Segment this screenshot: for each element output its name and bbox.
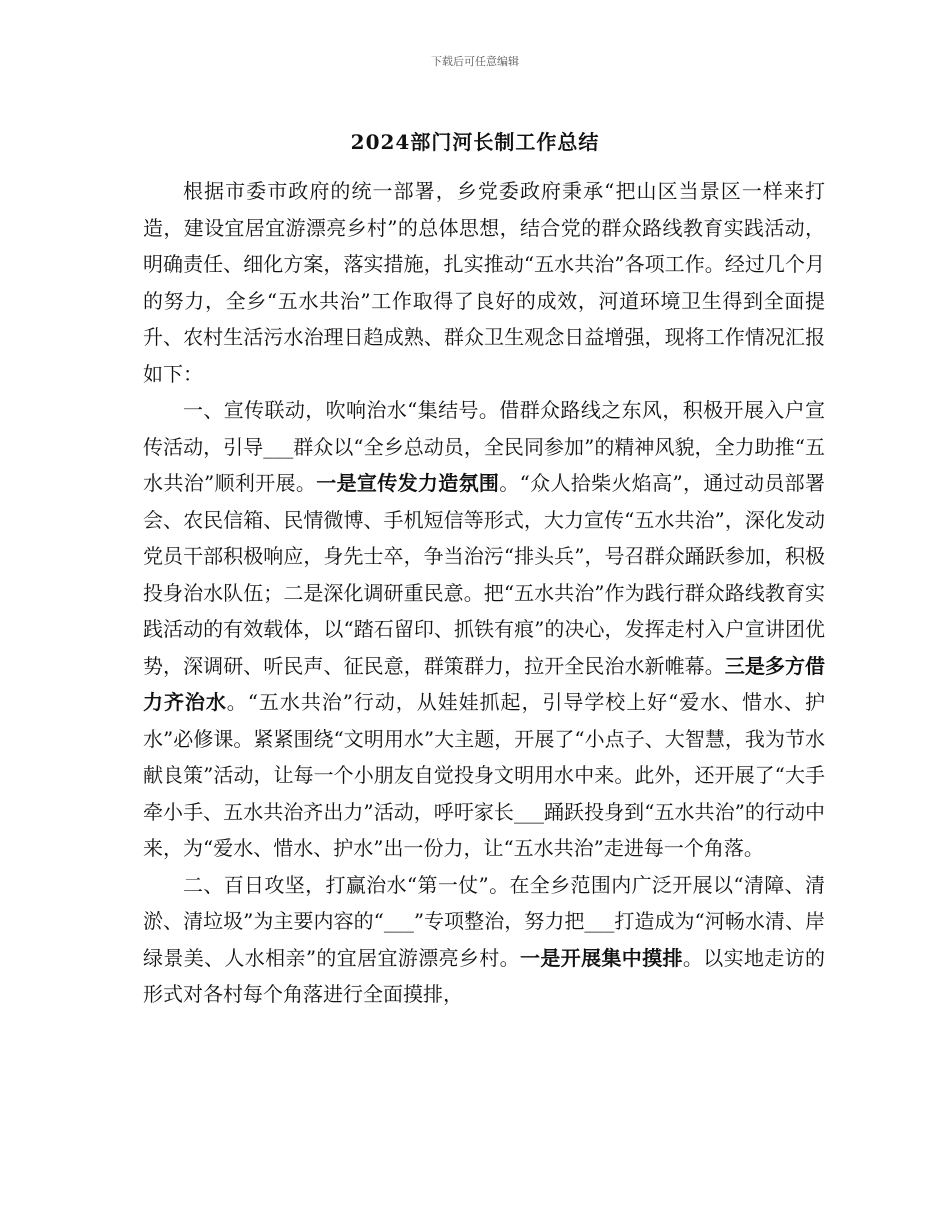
bold-heading: 一是宣传发力造氛围 [316, 471, 500, 495]
bold-heading: 一是开展集中摸排 [520, 945, 683, 970]
paragraph-text: 一、宣传联动，吹响治水“集结号。借群众路线之东风，积极开展入户宣传活动，引导___群众以“全乡总动员，全民同参加”的精神风貌，全力助推“五水共治”顺利开展。 [143, 398, 825, 495]
bold-heading: 三是多方借力齐治水 [143, 653, 826, 714]
header-note: 下载后可任意编辑 [431, 55, 519, 68]
paragraph-text: 。“众人拾柴火焰高”，通过动员部署会、农民信箱、民情微博、手机短信等形式，大力宣传“五水共治”，深化发动党员干部积极响应，身先士卒，争当治污“排头兵”，号召群众踊跃参加，积极投身治水队伍；二是深化调研重民意。把“五水共治”作为践行群众路线教育实践活动的有效载体，以“踏石留印、抓铁有痕”的决心，发挥走村入户宣讲团优势，深调研、听民声、征民意，群策群力，拉开全民治水新帷幕。 [143, 471, 826, 678]
paragraph-text: 。以实地走访的形式对各村每个角落进行全面摸排， [143, 945, 825, 1006]
paragraph-text: 根据市委市政府的统一部署，乡党委政府秉承“把山区当景区一样来打造，建设宜居宜游漂亮乡村”的总体思想，结合党的群众路线教育实践活动，明确责任、细化方案，落实措施，扎实推动“五水共治”各项工作。经过几个月的努力，全乡“五水共治”工作取得了良好的成效，河道环境卫生得到全面提升、农村生活污水治理日趋成熟、群众卫生观念日益增强，现将工作情况汇报如下： [143, 179, 825, 386]
paragraph-text: 二、百日攻坚，打赢治水“第一仗”。在全乡范围内广泛开展以“清障、清淤、清垃圾”为主要内容的“___”专项整治，努力把___打造成为“河畅水清、岸绿景美、人水相亲”的宜居宜游漂亮乡村。 [143, 872, 825, 970]
document-title: 2024部门河长制工作总结 [350, 130, 600, 154]
paragraph-intro [143, 173, 825, 392]
paragraph-section-one [143, 392, 825, 867]
document-body [143, 173, 825, 1013]
paragraph-text: 。“五水共治”行动，从娃娃抓起，引导学校上好“爱水、惜水、护水”必修课。紧紧围绕“文明用水”大主题，开展了“小点子、大智慧，我为节水献良策”活动，让每一个小朋友自觉投身文明用水中来。此外，还开展了“大手牵小手、五水共治齐出力”活动，呼吁家长___踊跃投身到“五水共治”的行动中来，为“爱水、惜水、护水”出一份力，让“五水共治”走进每一个角落。 [143, 690, 825, 860]
paragraph-section-two [143, 867, 825, 1013]
